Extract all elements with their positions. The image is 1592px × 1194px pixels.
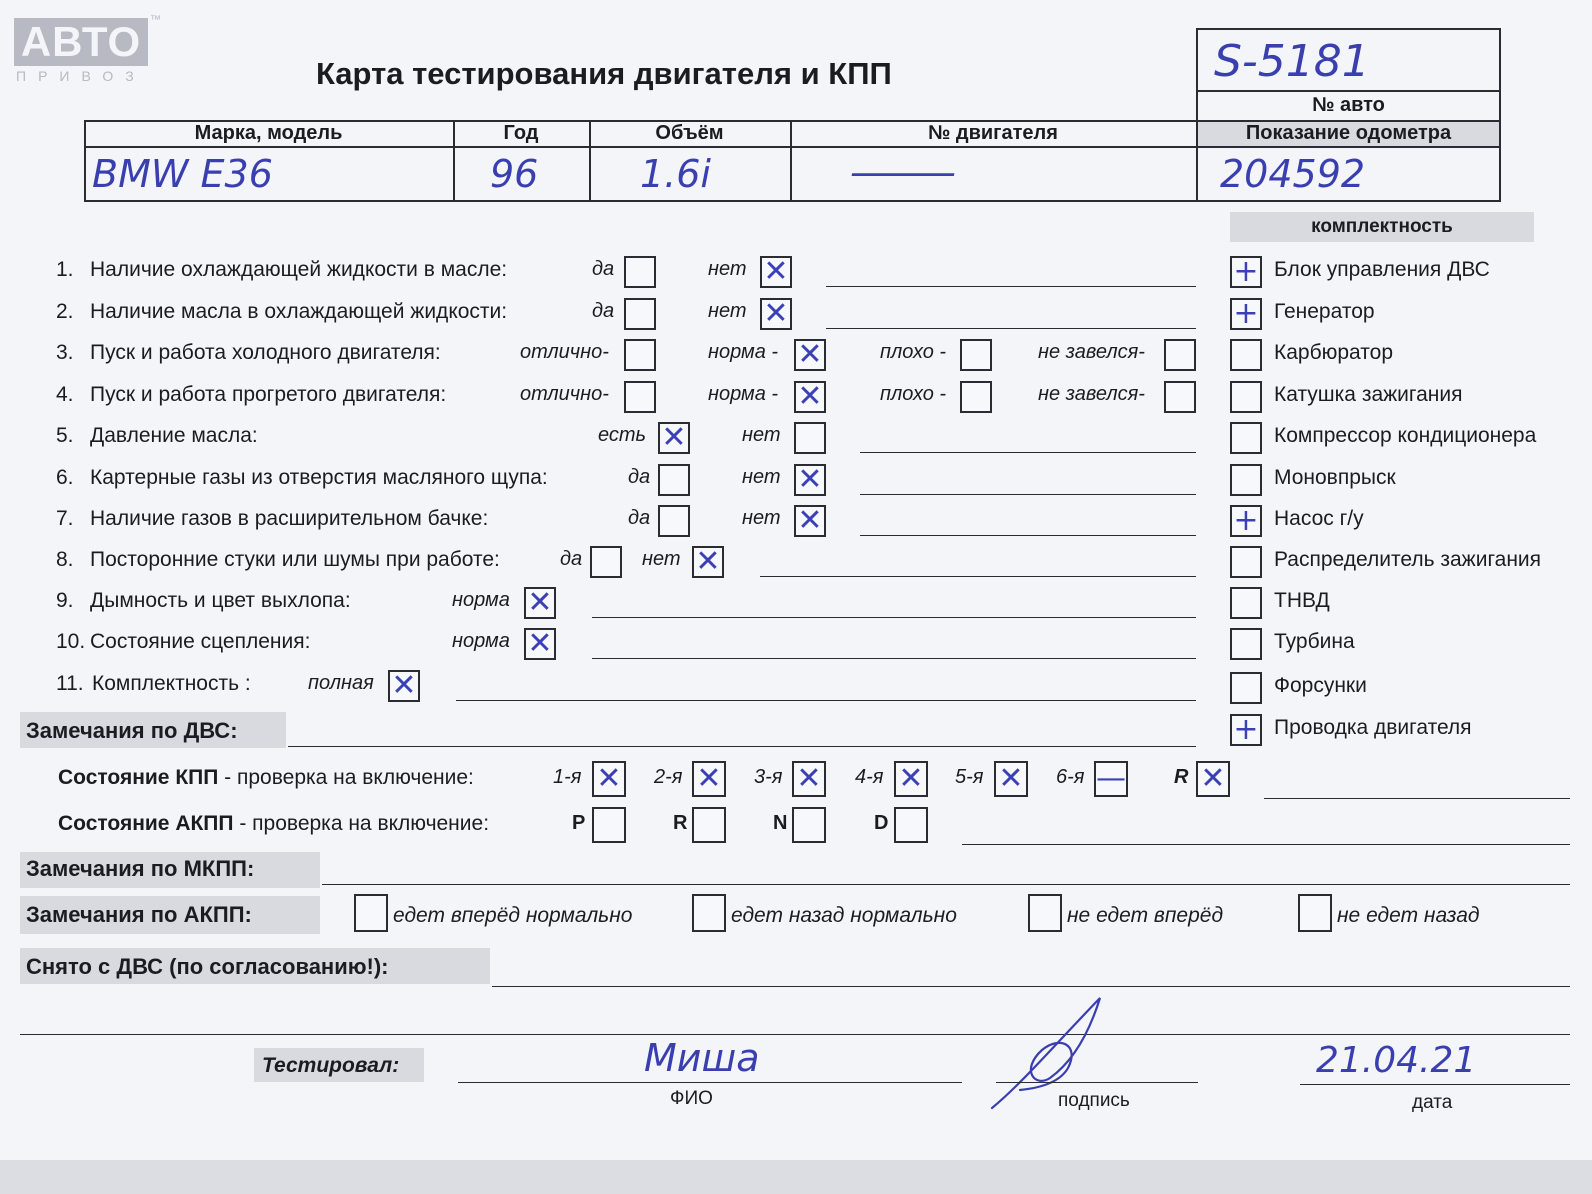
header-odometer: Показание одометра [1245, 122, 1452, 144]
completeness-item: Моновпрыск [1274, 466, 1396, 489]
gear-checkbox[interactable] [1094, 761, 1128, 797]
removed-line [492, 986, 1570, 987]
checkbox-backward-normal[interactable] [692, 894, 726, 932]
checkbox[interactable] [624, 381, 656, 413]
sheet-bottom-edge [0, 1160, 1592, 1194]
checkbox-no-forward[interactable] [1028, 894, 1062, 932]
akpp-gear-label: D [874, 812, 889, 834]
option-label: отлично- [520, 383, 609, 405]
row-label: Картерные газы из отверстия масляного щупа: [90, 466, 548, 489]
logo-subtitle: ПРИВОЗ [16, 68, 146, 84]
checkbox-forward-normal[interactable] [354, 894, 388, 932]
check-mark: ✕ [1200, 761, 1226, 796]
checkbox[interactable] [524, 587, 556, 619]
check-mark [1232, 674, 1260, 702]
check-mark: ✕ [797, 337, 823, 372]
note-line [826, 328, 1196, 329]
checkbox[interactable] [590, 546, 622, 578]
check-mark: ✕ [696, 761, 722, 796]
checkbox[interactable] [1230, 628, 1262, 660]
option-label: нет [742, 424, 781, 446]
check-mark [1232, 630, 1260, 658]
gear-label: R [1174, 766, 1189, 788]
row-number: 7. [56, 507, 74, 530]
completeness-item: Катушка зажигания [1274, 383, 1463, 406]
completeness-item: Блок управления ДВС [1274, 258, 1490, 281]
checkbox[interactable] [692, 546, 724, 578]
akpp-option: едет вперёд нормально [393, 904, 633, 927]
completeness-item: Компрессор кондиционера [1274, 424, 1537, 447]
row-number: 10. [56, 630, 86, 653]
checkbox[interactable] [624, 256, 656, 288]
header-engine-number: № двигателя [928, 122, 1058, 144]
akpp-gear-label: R [673, 812, 688, 834]
header-year: Год [503, 122, 539, 144]
check-mark: ✕ [661, 420, 687, 455]
option-label: да [592, 258, 615, 280]
row-number: 6. [56, 466, 74, 489]
check-mark [1232, 589, 1260, 617]
gear-label: 1-я [553, 766, 582, 788]
akpp-option: не едет вперёд [1067, 904, 1224, 927]
option-label: норма - [708, 341, 779, 363]
check-mark: + [1233, 254, 1259, 289]
note-line [860, 535, 1196, 536]
dvs-notes-label: Замечания по ДВС: [26, 718, 238, 743]
value-make-model: BMW E36 [92, 152, 273, 196]
option-label: нет [708, 258, 747, 280]
check-mark [1232, 424, 1260, 452]
check-mark [1232, 383, 1260, 411]
checkbox[interactable] [1230, 714, 1262, 746]
checkbox[interactable] [624, 339, 656, 371]
row-label: Наличие газов в расширительном бачке: [90, 507, 489, 530]
row-label: Давление масла: [90, 424, 258, 447]
akpp-gear-label: P [572, 812, 586, 834]
test-date: 21.04.21 [1316, 1040, 1477, 1081]
name-caption: ФИО [670, 1088, 713, 1109]
row-number: 3. [56, 341, 74, 364]
completeness-header: комплектность [1311, 216, 1453, 237]
check-mark: + [1233, 296, 1259, 331]
signature-caption: подпись [1058, 1090, 1130, 1111]
checkbox[interactable] [658, 505, 690, 537]
akpp-gear-checkbox[interactable] [894, 807, 928, 843]
car-id-label: № авто [1312, 94, 1385, 116]
header-volume: Объём [655, 122, 724, 144]
check-mark [1232, 341, 1260, 369]
value-volume: 1.6i [640, 152, 711, 196]
row-number: 2. [56, 300, 74, 323]
header-make-model: Марка, модель [194, 122, 343, 144]
checkbox[interactable] [794, 505, 826, 537]
row-number: 8. [56, 548, 74, 571]
checkbox[interactable] [624, 298, 656, 330]
checkbox[interactable] [1230, 505, 1262, 537]
checkbox[interactable] [524, 628, 556, 660]
completeness-item: Карбюратор [1274, 341, 1394, 364]
checkbox[interactable] [1164, 381, 1196, 413]
checkbox[interactable] [1230, 256, 1262, 288]
gear-checkbox[interactable] [894, 761, 928, 797]
value-year: 96 [490, 152, 539, 196]
gear-label: 3-я [754, 766, 783, 788]
checkbox[interactable] [1230, 298, 1262, 330]
checkbox[interactable] [960, 339, 992, 371]
gear-label: 2-я [654, 766, 683, 788]
note-line [592, 617, 1196, 618]
row-label: Дымность и цвет выхлопа: [90, 589, 351, 612]
option-label: норма [452, 630, 510, 652]
checkbox[interactable] [960, 381, 992, 413]
option-label: плохо - [880, 383, 947, 405]
gear-label: 4-я [855, 766, 884, 788]
option-label: нет [642, 548, 681, 570]
checkbox-no-backward[interactable] [1298, 894, 1332, 932]
row-label: Пуск и работа холодного двигателя: [90, 341, 441, 364]
akpp-gear-checkbox[interactable] [792, 807, 826, 843]
row-label: Наличие охлаждающей жидкости в масле: [90, 258, 508, 281]
checkbox[interactable] [1230, 587, 1262, 619]
dvs-notes-line [288, 746, 1196, 747]
check-mark [1232, 466, 1260, 494]
gear-checkbox[interactable] [994, 761, 1028, 797]
check-mark: ✕ [391, 668, 417, 703]
check-mark: ✕ [898, 761, 924, 796]
gear-label: 6-я [1056, 766, 1085, 788]
akpp-gear-checkbox[interactable] [692, 807, 726, 843]
tested-by-label: Тестировал: [262, 1054, 400, 1077]
checkbox[interactable] [794, 422, 826, 454]
value-engine-number: ——— [850, 150, 952, 194]
row-number: 9. [56, 589, 74, 612]
akpp-notes-label: Замечания по АКПП: [26, 902, 252, 927]
akpp-option: не едет назад [1337, 904, 1480, 927]
row-label: Посторонние стуки или шумы при работе: [90, 548, 500, 571]
option-label: не завелся- [1038, 383, 1145, 405]
check-mark: ✕ [796, 761, 822, 796]
note-line [860, 494, 1196, 495]
mkpp-notes-line [322, 884, 1570, 885]
akpp-gear-label: N [773, 812, 788, 834]
option-label: да [592, 300, 615, 322]
check-mark [1232, 548, 1260, 576]
check-mark: ✕ [596, 761, 622, 796]
signature-line [996, 1082, 1198, 1083]
avto-privoz-logo: АВТО [14, 18, 148, 66]
check-mark: ✕ [527, 626, 553, 661]
option-label: отлично- [520, 341, 609, 363]
checkbox[interactable] [1230, 422, 1262, 454]
checkbox[interactable] [794, 464, 826, 496]
row-label: Комплектность : [92, 672, 251, 695]
check-mark: ✕ [797, 503, 823, 538]
check-mark: — [1096, 761, 1126, 796]
row-number: 4. [56, 383, 74, 406]
kpp-label: Состояние КПП - проверка на включение: [58, 766, 474, 789]
checkbox[interactable] [1164, 339, 1196, 371]
tester-name: Миша [644, 1036, 760, 1080]
option-label: есть [598, 424, 647, 446]
row-number: 5. [56, 424, 74, 447]
note-line [760, 576, 1196, 577]
checkbox[interactable] [794, 381, 826, 413]
logo-tm: ™ [150, 14, 161, 26]
check-mark: + [1233, 503, 1259, 538]
check-mark: ✕ [998, 761, 1024, 796]
kpp-notes-line [1264, 798, 1570, 799]
check-mark: ✕ [527, 585, 553, 620]
completeness-item: Турбина [1274, 630, 1355, 653]
separator-line [20, 1034, 1570, 1035]
row-label: Пуск и работа прогретого двигателя: [90, 383, 447, 406]
option-label: норма - [708, 383, 779, 405]
gear-checkbox[interactable] [1196, 761, 1230, 797]
checkbox[interactable] [1230, 381, 1262, 413]
check-mark: ✕ [797, 379, 823, 414]
checkbox[interactable] [760, 256, 792, 288]
note-line [592, 658, 1196, 659]
option-label: норма [452, 589, 510, 611]
checkbox[interactable] [1230, 339, 1262, 371]
row-label: Наличие масла в охлаждающей жидкости: [90, 300, 508, 323]
row-number: 1. [56, 258, 74, 281]
completeness-item: Проводка двигателя [1274, 716, 1472, 739]
option-label: полная [308, 672, 374, 694]
akpp-gear-checkbox[interactable] [592, 807, 626, 843]
value-odometer: 204592 [1220, 152, 1366, 196]
note-line [826, 286, 1196, 287]
check-mark: ✕ [797, 462, 823, 497]
check-mark: ✕ [695, 544, 721, 579]
date-line [1300, 1084, 1570, 1085]
checkbox[interactable] [388, 670, 420, 702]
row-number: 11. [56, 672, 84, 695]
checkbox[interactable] [658, 464, 690, 496]
option-label: нет [742, 466, 781, 488]
mkpp-notes-label: Замечания по МКПП: [26, 856, 255, 881]
option-label: плохо - [880, 341, 947, 363]
checkbox[interactable] [760, 298, 792, 330]
check-mark: ✕ [763, 296, 789, 331]
name-line [458, 1082, 962, 1083]
gear-checkbox[interactable] [692, 761, 726, 797]
gear-checkbox[interactable] [792, 761, 826, 797]
note-line [860, 452, 1196, 453]
date-caption: дата [1412, 1092, 1453, 1113]
completeness-item: ТНВД [1274, 589, 1330, 612]
row-label: Состояние сцепления: [90, 630, 311, 653]
option-label: нет [708, 300, 747, 322]
page-title: Карта тестирования двигателя и КПП [316, 56, 892, 91]
checkbox[interactable] [1230, 464, 1262, 496]
option-label: да [628, 507, 651, 529]
gear-label: 5-я [955, 766, 984, 788]
checkbox[interactable] [658, 422, 690, 454]
check-mark: + [1233, 712, 1259, 747]
option-label: нет [742, 507, 781, 529]
akpp-notes-line [962, 844, 1570, 845]
completeness-item: Насос г/у [1274, 507, 1364, 530]
option-label: да [560, 548, 583, 570]
option-label: да [628, 466, 651, 488]
completeness-item: Распределитель зажигания [1274, 548, 1542, 571]
check-mark: ✕ [763, 254, 789, 289]
note-line [456, 700, 1196, 701]
akpp-option: едет назад нормально [731, 904, 957, 927]
completeness-item: Генератор [1274, 300, 1375, 323]
akpp-label: Состояние АКПП - проверка на включение: [58, 812, 490, 835]
checkbox[interactable] [1230, 672, 1262, 704]
option-label: не завелся- [1038, 341, 1145, 363]
checkbox[interactable] [1230, 546, 1262, 578]
checkbox[interactable] [794, 339, 826, 371]
gear-checkbox[interactable] [592, 761, 626, 797]
car-id-value: S-5181 [1214, 36, 1370, 87]
removed-label: Снято с ДВС (по согласованию!): [26, 954, 389, 979]
completeness-item: Форсунки [1274, 674, 1367, 697]
